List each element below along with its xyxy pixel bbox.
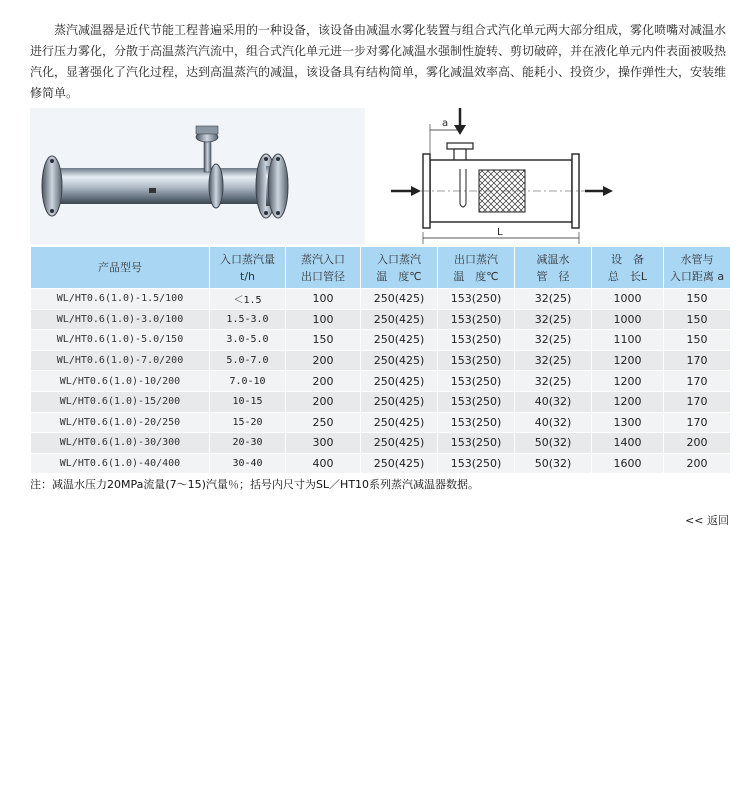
column-header-line1: 入口蒸汽量 xyxy=(220,252,275,266)
table-cell: 250(425) xyxy=(361,289,438,310)
model-cell: WL/HT0.6(1.0)-40/400 xyxy=(31,453,210,474)
table-cell: 250(425) xyxy=(361,330,438,351)
table-cell: 10-15 xyxy=(210,391,286,412)
table-cell: 250(425) xyxy=(361,350,438,371)
table-cell: 150 xyxy=(664,289,731,310)
table-cell: 250(425) xyxy=(361,453,438,474)
table-cell: 153(250) xyxy=(438,289,515,310)
table-cell: 170 xyxy=(664,412,731,433)
column-header-line1: 入口蒸汽 xyxy=(377,252,421,266)
model-cell: WL/HT0.6(1.0)-3.0/100 xyxy=(31,309,210,330)
column-header xyxy=(438,247,515,289)
column-header-line2: 总 长L xyxy=(607,269,648,283)
table-cell: 7.0-10 xyxy=(210,371,286,392)
table-row xyxy=(31,412,731,433)
table-cell: 100 xyxy=(286,289,361,310)
table-cell: 153(250) xyxy=(438,453,515,474)
table-cell: 153(250) xyxy=(438,391,515,412)
table-cell: 1200 xyxy=(592,391,664,412)
table-cell: 170 xyxy=(664,350,731,371)
column-header xyxy=(664,247,731,289)
table-cell: 1200 xyxy=(592,350,664,371)
table-cell: 153(250) xyxy=(438,350,515,371)
table-body xyxy=(31,289,731,474)
table-cell: 153(250) xyxy=(438,309,515,330)
table-cell: 3.0-5.0 xyxy=(210,330,286,351)
column-header-line2: 入口距离 a xyxy=(669,269,725,283)
table-cell: 30-40 xyxy=(210,453,286,474)
column-header-line2: 出口管径 xyxy=(301,269,345,283)
column-header-line1: 设 备 xyxy=(611,252,644,266)
column-header-line2: 温 度℃ xyxy=(376,269,422,283)
model-cell: WL/HT0.6(1.0)-1.5/100 xyxy=(31,289,210,310)
table-cell: 20-30 xyxy=(210,433,286,454)
table-cell: 250(425) xyxy=(361,371,438,392)
table-cell: 153(250) xyxy=(438,412,515,433)
table-cell: 1.5-3.0 xyxy=(210,309,286,330)
table-cell: 100 xyxy=(286,309,361,330)
table-cell: 1600 xyxy=(592,453,664,474)
model-cell: WL/HT0.6(1.0)-5.0/150 xyxy=(31,330,210,351)
table-cell: 32(25) xyxy=(515,371,592,392)
table-row xyxy=(31,350,731,371)
column-header-line1: 蒸汽入口 xyxy=(301,252,345,266)
table-cell: 250(425) xyxy=(361,391,438,412)
table-row xyxy=(31,330,731,351)
table-cell: 5.0-7.0 xyxy=(210,350,286,371)
column-header xyxy=(210,247,286,289)
column-header-line2: 管 径 xyxy=(536,269,570,283)
table-row xyxy=(31,453,731,474)
table-cell: 170 xyxy=(664,391,731,412)
column-header xyxy=(515,247,592,289)
table-cell: 1000 xyxy=(592,289,664,310)
column-header-line1: 出口蒸汽 xyxy=(454,252,498,266)
table-cell: 250(425) xyxy=(361,433,438,454)
table-cell: ＜1.5 xyxy=(210,289,286,310)
dimension-l-label: L xyxy=(497,227,503,238)
table-cell: 300 xyxy=(286,433,361,454)
table-cell: 153(250) xyxy=(438,330,515,351)
table-cell: 40(32) xyxy=(515,412,592,433)
model-cell: WL/HT0.6(1.0)-30/300 xyxy=(31,433,210,454)
table-note: 注：减温水压力20MPa流量(7～15)汽量％；括号内尺寸为SL／HT10系列蒸汽减温器数据。 xyxy=(30,478,480,491)
table-cell: 150 xyxy=(664,330,731,351)
table-cell: 200 xyxy=(286,391,361,412)
table-row xyxy=(31,371,731,392)
table-cell: 32(25) xyxy=(515,350,592,371)
product-photo xyxy=(30,108,365,244)
table-cell: 250(425) xyxy=(361,309,438,330)
table-cell: 150 xyxy=(286,330,361,351)
table-cell: 1000 xyxy=(592,309,664,330)
table-cell: 1400 xyxy=(592,433,664,454)
table-cell: 200 xyxy=(286,371,361,392)
column-header-line1: 减温水 xyxy=(536,252,570,266)
back-link[interactable]: << 返回 xyxy=(685,514,729,527)
column-header xyxy=(31,247,210,289)
table-header-row xyxy=(31,247,731,289)
table-cell: 1200 xyxy=(592,371,664,392)
table-row xyxy=(31,309,731,330)
table-cell: 400 xyxy=(286,453,361,474)
column-header-line2: t/h xyxy=(240,269,255,283)
schematic-drawing xyxy=(365,108,730,244)
table-cell: 250 xyxy=(286,412,361,433)
column-header-line1: 水管与 xyxy=(680,252,714,266)
table-cell: 170 xyxy=(664,371,731,392)
table-cell: 32(25) xyxy=(515,309,592,330)
dimension-a-label: a xyxy=(442,118,449,129)
spec-table xyxy=(30,246,731,474)
table-cell: 40(32) xyxy=(515,391,592,412)
column-header xyxy=(592,247,664,289)
model-cell: WL/HT0.6(1.0)-7.0/200 xyxy=(31,350,210,371)
column-header xyxy=(286,247,361,289)
table-cell: 32(25) xyxy=(515,330,592,351)
model-cell: WL/HT0.6(1.0)-15/200 xyxy=(31,391,210,412)
table-cell: 153(250) xyxy=(438,371,515,392)
table-cell: 153(250) xyxy=(438,433,515,454)
table-cell: 50(32) xyxy=(515,453,592,474)
table-cell: 150 xyxy=(664,309,731,330)
model-cell: WL/HT0.6(1.0)-20/250 xyxy=(31,412,210,433)
figure-row xyxy=(30,108,730,244)
intro-paragraph: 蒸汽减温器是近代节能工程普遍采用的一种设备，该设备由减温水雾化装置与组合式汽化单元两大部分组成，雾化喷嘴对减温水进行压力雾化，分散于高温蒸汽汽流中，组合式汽化单元进一步对雾化减温水强制性旋转、剪切破碎，并在液化单元内件表面被吸热汽化，显著强化了汽化过程，达到高温蒸汽的减温，该设备具有结构简单，雾化减温效率高、能耗小、投资少，操作弹性大，安装维修简单。 xyxy=(30,23,727,100)
table-cell: 200 xyxy=(286,350,361,371)
table-cell: 32(25) xyxy=(515,289,592,310)
table-cell: 1300 xyxy=(592,412,664,433)
table-row xyxy=(31,391,731,412)
table-cell: 250(425) xyxy=(361,412,438,433)
table-cell: 200 xyxy=(664,433,731,454)
table-cell: 200 xyxy=(664,453,731,474)
table-row xyxy=(31,289,731,310)
column-header-line2: 温 度℃ xyxy=(453,269,499,283)
table-cell: 15-20 xyxy=(210,412,286,433)
model-cell: WL/HT0.6(1.0)-10/200 xyxy=(31,371,210,392)
table-cell: 1100 xyxy=(592,330,664,351)
column-header xyxy=(361,247,438,289)
table-row xyxy=(31,433,731,454)
column-header-line1: 产品型号 xyxy=(98,261,142,274)
table-cell: 50(32) xyxy=(515,433,592,454)
